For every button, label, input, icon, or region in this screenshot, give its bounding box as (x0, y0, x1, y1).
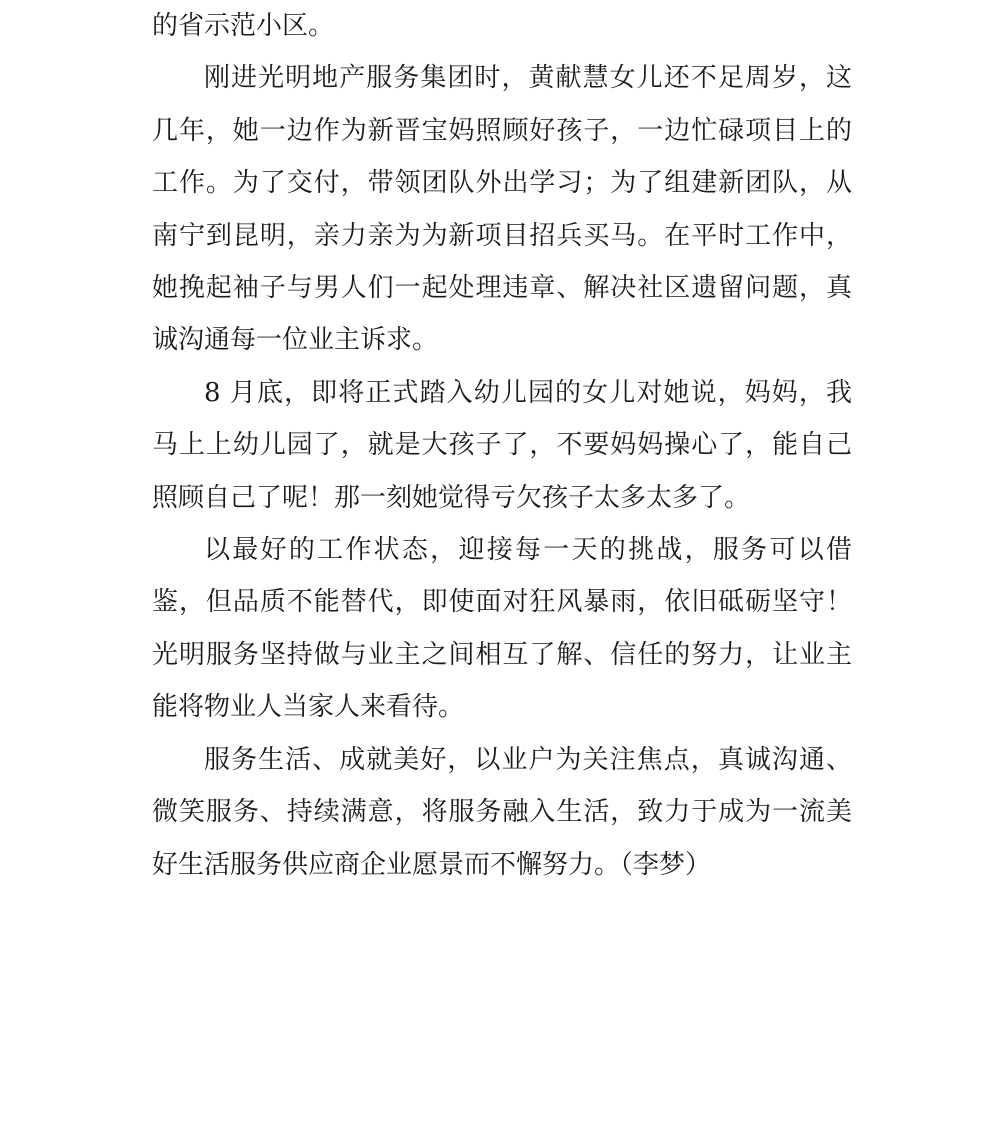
paragraph-huang-xianhui-work: 刚进光明地产服务集团时，黄献慧女儿还不足周岁，这几年，她一边作为新晋宝妈照顾好孩子，一边忙碌项目上的工作。为了交付，带领团队外出学习；为了组建新团队，从南宁到昆明，亲力亲为为新项目招兵买马。在平时工作中，她挽起袖子与男人们一起处理违章、解决社区遗留问题，真诚沟通每一位业主诉求。 (152, 63, 852, 356)
paragraph-service-vision: 服务生活、成就美好，以业户为关注焦点，真诚沟通、微笑服务、持续满意，将服务融入生活，致力于成为一流美好生活服务供应商企业愿景而不懈努力。（李梦） (152, 744, 852, 880)
paragraph-work-attitude: 以最好的工作状态，迎接每一天的挑战，服务可以借鉴，但品质不能替代，即使面对狂风暴雨，依旧砥砺坚守！光明服务坚持做与业主之间相互了解、信任的努力，让业主能将物业人当家人来看待。 (152, 535, 852, 723)
paragraph-continuation: 的省示范小区。 (152, 11, 335, 41)
document-page (152, 0, 852, 891)
paragraph-daughter-kindergarten: 8 月底，即将正式踏入幼儿园的女儿对她说，妈妈，我马上上幼儿园了，就是大孩子了，不要妈妈操心了，能自己照顾自己了呢！那一刻她觉得亏欠孩子太多太多了。 (152, 377, 852, 513)
